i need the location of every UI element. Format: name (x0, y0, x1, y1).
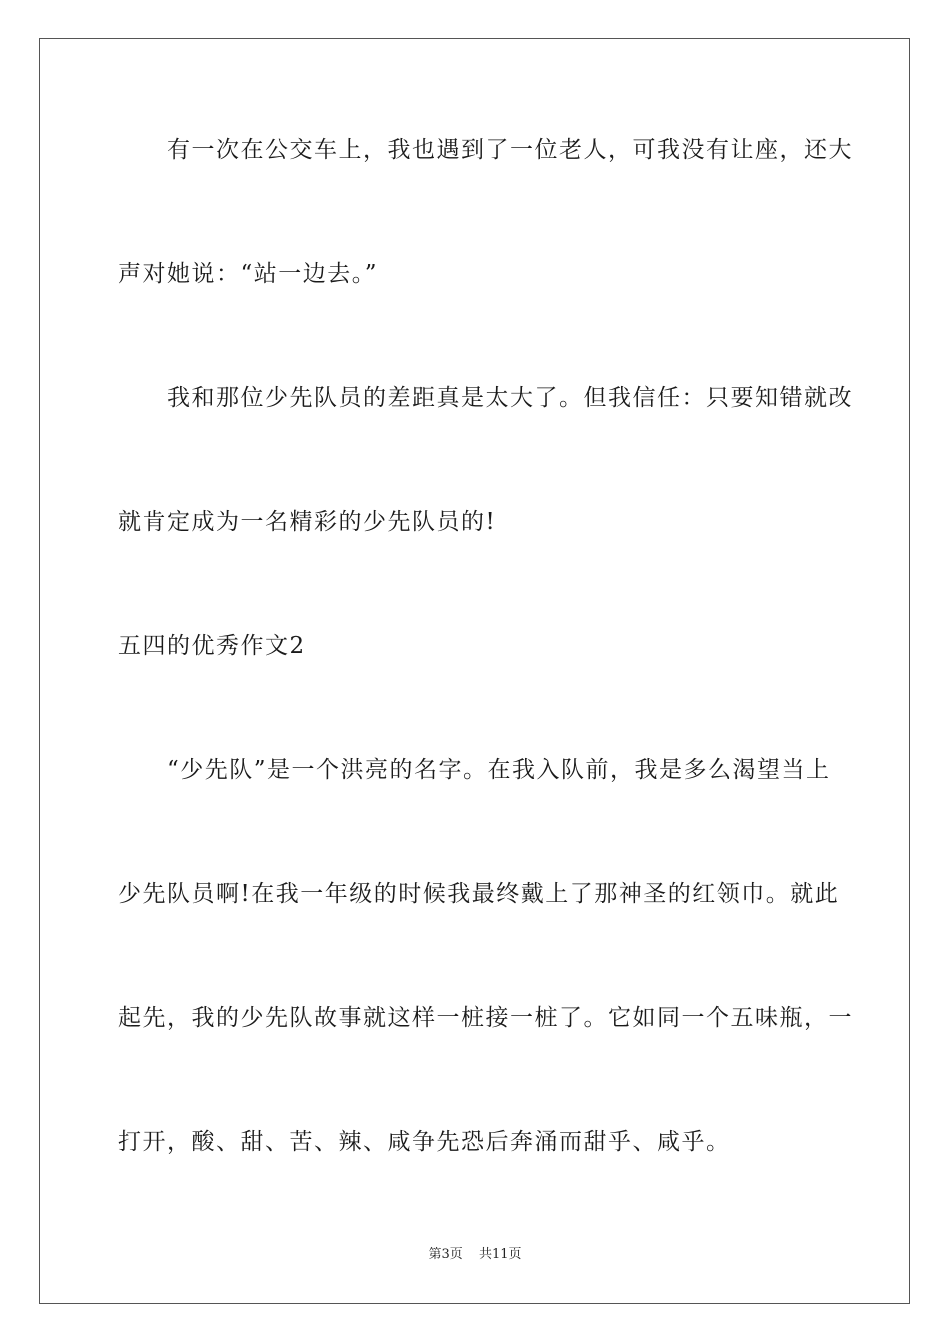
page-number: 第3页 (428, 1247, 463, 1262)
paragraph-3-line-2: 少先队员啊!在我一年级的时候我最终戴上了那神圣的红领巾。就此 (118, 881, 840, 907)
section-heading: 五四的优秀作文2 (118, 633, 306, 659)
paragraph-1-line-2: 声对她说：“站一边去。” (118, 261, 379, 287)
page-footer (0, 1247, 950, 1263)
page-border (39, 38, 910, 1304)
paragraph-3-line-4: 打开，酸、甜、苦、辣、咸争先恐后奔涌而甜乎、咸乎。 (118, 1129, 731, 1155)
paragraph-1-line-1: 有一次在公交车上，我也遇到了一位老人，可我没有让座，还大 (118, 137, 853, 163)
paragraph-2-line-2: 就肯定成为一名精彩的少先队员的! (118, 509, 497, 535)
page-total: 共11页 (478, 1247, 522, 1262)
paragraph-3-line-3: 起先，我的少先队故事就这样一桩接一桩了。它如同一个五味瓶，一 (118, 1005, 853, 1031)
paragraph-2-line-1: 我和那位少先队员的差距真是太大了。但我信任：只要知错就改 (118, 385, 853, 411)
paragraph-3-line-1: “少先队”是一个洪亮的名字。在我入队前，我是多么渴望当上 (118, 757, 831, 783)
